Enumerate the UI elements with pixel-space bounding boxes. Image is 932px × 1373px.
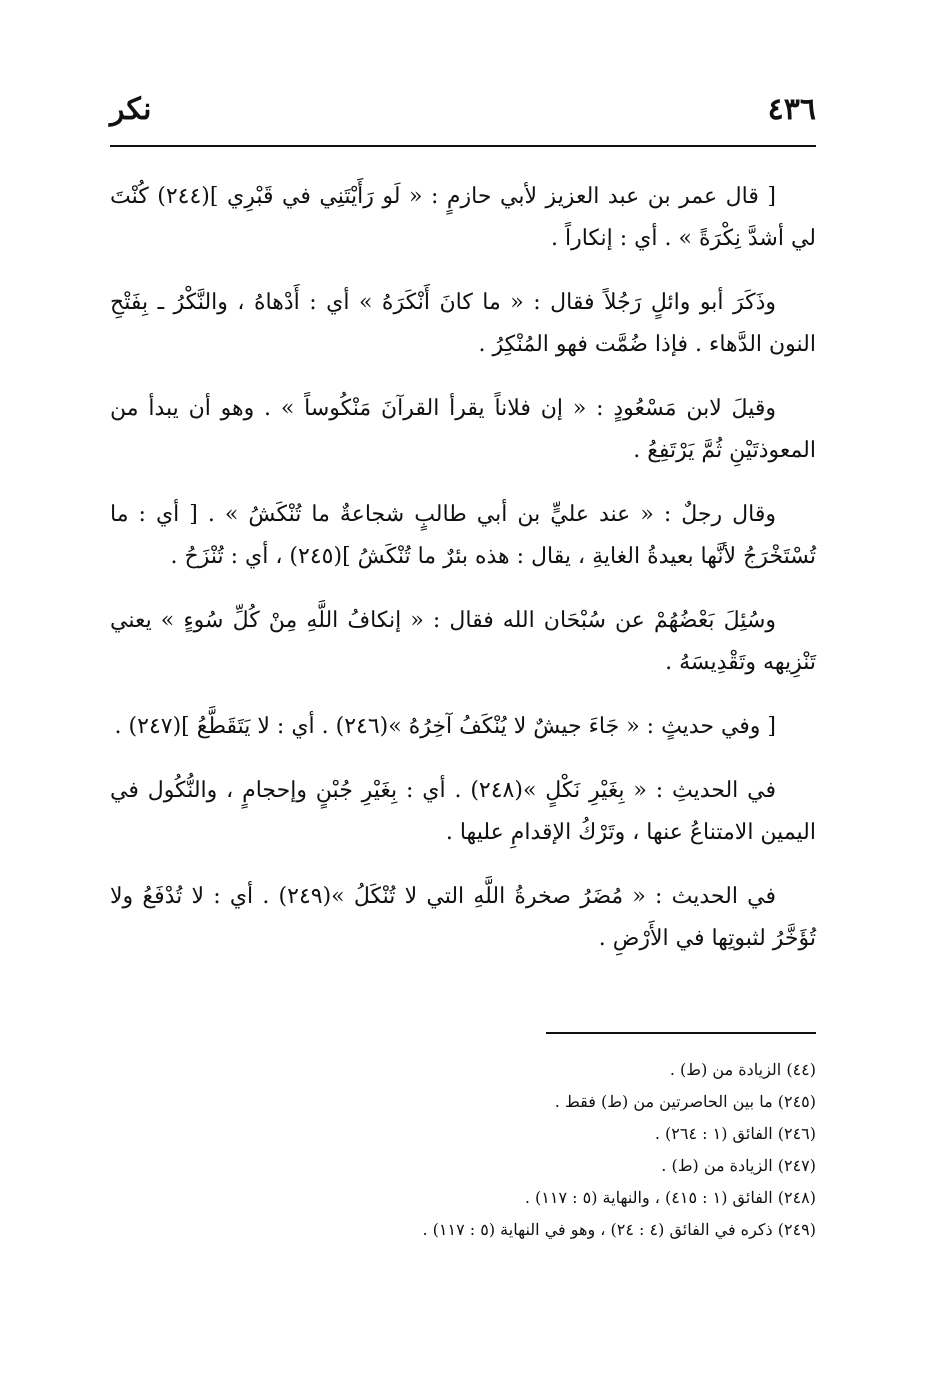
- footnote: (٢٤٧) الزيادة من (ط) .: [661, 1156, 816, 1175]
- paragraph: في الحديثِ : « بِغَيْرِ نَكْلٍ »(٢٤٨) . أي : بِغَيْرِ جُبْنٍ وإحجامٍ ، والنُّكُول في اليمين الامتناعُ عنها ، وتَرْكُ الإقدامِ عليها .: [110, 778, 816, 845]
- running-headword: نكر: [110, 92, 152, 127]
- footnote-rule: [546, 1032, 816, 1034]
- paragraph: في الحديث : « مُضَرُ صخرةُ اللَّهِ التي لا تُنْكَلُ »(٢٤٩) . أي : لا تُدْفَعُ ولا تُؤَخَّرُ لثبوتِها في الأَرْضِ .: [110, 884, 816, 951]
- footnote: (٢٤٦) الفائق (١ : ٢٦٤) .: [654, 1124, 816, 1143]
- main-text: [110, 176, 816, 982]
- paragraph: وذَكَرَ أبو وائلٍ رَجُلاً فقال : « ما كانَ أَنْكَرَهُ » أي : أَدْهاهُ ، والنَّكْرُ ـ بِفَتْحِ النون الدَّهاء . فإذا ضُمَّت فهو المُنْكِرُ .: [110, 290, 816, 357]
- paragraph: وسُئِلَ بَعْضُهُمْ عن سُبْحَان الله فقال : « إنكافُ اللَّهِ مِنْ كُلِّ سُوءٍ » يعني تَنْزِيهه وتَقْدِيسَهُ .: [110, 608, 816, 675]
- footnotes: [110, 1054, 816, 1246]
- footnote: (٢٤٨) الفائق (١ : ٤١٥) ، والنهاية (٥ : ١١٧) .: [524, 1188, 816, 1207]
- paragraph: [ قال عمر بن عبد العزيز لأبي حازمٍ : « لَو رَأَيْتَنِي في قَبْرِي ](٢٤٤) كُنْتَ لي أشدَّ نِكْرَةً » . أي : إنكاراً .: [110, 184, 816, 251]
- paragraph: وقيلَ لابن مَسْعُودٍ : « إن فلاناً يقرأ القرآنَ مَنْكُوساً » . وهو أن يبدأ من المعوذتَيْنِ ثُمَّ يَرْتَفِعُ .: [110, 396, 816, 463]
- page-number: ٤٣٦: [767, 92, 816, 127]
- page-header: [110, 92, 816, 136]
- footnote: (٤٤) الزيادة من (ط) .: [669, 1060, 816, 1079]
- footnote: (٢٤٥) ما بين الحاصرتين من (ط) فقط .: [554, 1092, 816, 1111]
- header-rule: [110, 145, 816, 147]
- paragraph: [ وفي حديثٍ : « جَاءَ جيشٌ لا يُنْكَفُ آخِرُهُ »(٢٤٦) . أي : لا يَتَقَطَّعُ ](٢٤٧) .: [114, 714, 776, 739]
- footnote: (٢٤٩) ذكره في الفائق (٤ : ٢٤) ، وهو في النهاية (٥ : ١١٧) .: [422, 1220, 816, 1239]
- paragraph: وقال رجلٌ : « عند عليٍّ بن أبي طالبٍ شجاعةٌ ما تُنْكَشُ » . [ أي : ما تُسْتَخْرَجُ لأنَّها بعيدةُ الغايةِ ، يقال : هذه بئرٌ ما تُنْكَشُ ](٢٤٥) ، أي : تُنْزَحُ .: [110, 502, 816, 569]
